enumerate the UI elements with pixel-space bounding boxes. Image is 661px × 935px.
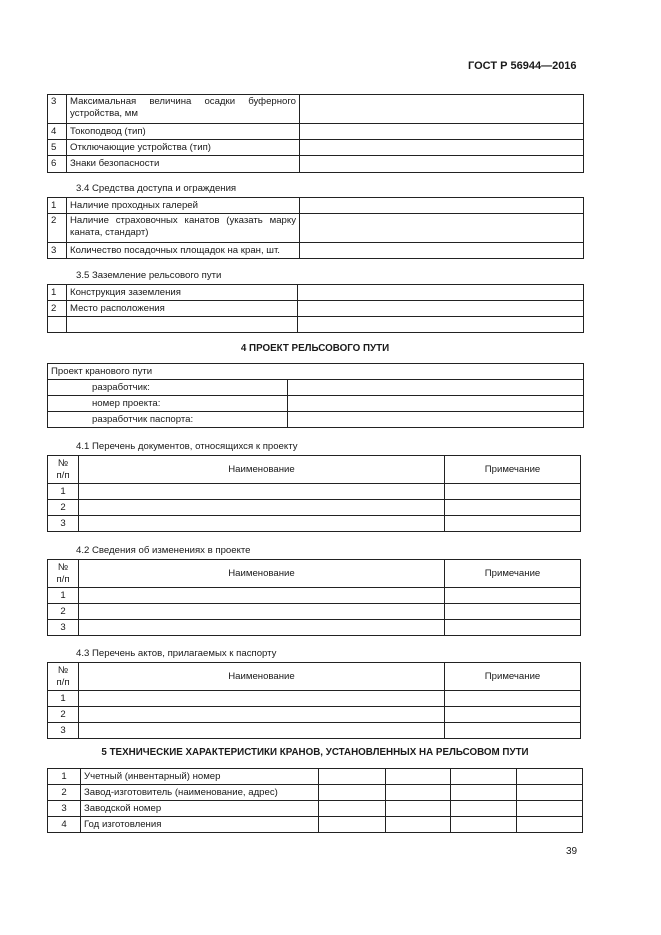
col-header-number-line: п/п	[56, 573, 70, 585]
value-cell[interactable]	[300, 214, 584, 243]
section-caption-4-2: 4.2 Сведения об изменениях в проекте	[76, 545, 251, 556]
row-number: 2	[48, 214, 67, 243]
col-header-number-line: п/п	[56, 469, 70, 481]
field-label: номер проекта:	[48, 396, 288, 412]
table-row	[48, 95, 584, 124]
value-cell[interactable]	[300, 124, 584, 140]
row-number: 3	[48, 95, 67, 124]
table-row	[48, 214, 584, 243]
note-cell[interactable]	[445, 691, 581, 707]
crane-value-cell[interactable]	[319, 785, 386, 801]
value-cell[interactable]	[298, 301, 584, 317]
value-cell[interactable]	[300, 243, 584, 259]
table-row	[48, 707, 581, 723]
table-row	[48, 516, 581, 532]
col-header-number-line: №	[57, 562, 69, 573]
row-number: 1	[48, 588, 79, 604]
name-cell[interactable]	[79, 723, 445, 739]
table-rail-project	[47, 363, 584, 428]
row-label: Количество посадочных площадок на кран, шт.	[67, 243, 300, 259]
crane-value-cell[interactable]	[517, 801, 583, 817]
name-cell[interactable]	[79, 707, 445, 723]
value-cell[interactable]	[300, 140, 584, 156]
row-number: 3	[48, 801, 81, 817]
table-row	[48, 243, 584, 259]
section-caption-3-4: 3.4 Средства доступа и ограждения	[76, 183, 237, 194]
table-row	[48, 285, 584, 301]
row-number: 5	[48, 140, 67, 156]
row-number: 1	[48, 484, 79, 500]
table-row	[48, 412, 584, 428]
row-number: 1	[48, 769, 81, 785]
table-row	[48, 396, 584, 412]
row-number: 2	[48, 301, 67, 317]
value-cell[interactable]	[300, 156, 584, 173]
table-row	[48, 785, 583, 801]
name-cell[interactable]	[79, 691, 445, 707]
row-label: Заводской номер	[81, 801, 319, 817]
table-row	[48, 156, 584, 173]
row-number: 2	[48, 707, 79, 723]
crane-value-cell[interactable]	[517, 817, 583, 833]
row-number	[48, 317, 67, 333]
table-project-documents	[47, 455, 581, 532]
note-cell[interactable]	[445, 620, 581, 636]
row-number: 4	[48, 817, 81, 833]
row-label-line: Наличие страховочных канатов (указать марку	[70, 215, 296, 226]
crane-value-cell[interactable]	[386, 785, 451, 801]
crane-value-cell[interactable]	[517, 769, 583, 785]
row-label	[67, 95, 300, 124]
crane-value-cell[interactable]	[517, 785, 583, 801]
table-row	[48, 140, 584, 156]
crane-value-cell[interactable]	[451, 785, 517, 801]
table-row	[48, 691, 581, 707]
table-header-row	[48, 560, 581, 588]
row-number: 3	[48, 243, 67, 259]
col-header-note: Примечание	[445, 560, 581, 588]
value-cell[interactable]	[300, 198, 584, 214]
table-row	[48, 769, 583, 785]
row-label: Учетный (инвентарный) номер	[81, 769, 319, 785]
note-cell[interactable]	[445, 707, 581, 723]
row-number: 2	[48, 785, 81, 801]
row-number: 3	[48, 723, 79, 739]
row-label-line: устройства, мм	[70, 107, 138, 119]
table-row	[48, 723, 581, 739]
col-header-name: Наименование	[79, 663, 445, 691]
table-header-row	[48, 663, 581, 691]
section-title-5: 5 ТЕХНИЧЕСКИЕ ХАРАКТЕРИСТИКИ КРАНОВ, УСТАНОВЛЕННЫХ НА РЕЛЬСОВОМ ПУТИ	[101, 747, 529, 758]
row-label-line: Максимальная величина осадки буферного	[70, 96, 296, 107]
section-title-4: 4 ПРОЕКТ РЕЛЬСОВОГО ПУТИ	[240, 343, 390, 354]
table-row	[48, 604, 581, 620]
table-crane-characteristics	[47, 768, 583, 833]
table-row	[48, 620, 581, 636]
value-cell[interactable]	[298, 317, 584, 333]
row-number: 1	[48, 198, 67, 214]
field-label: разработчик паспорта:	[48, 412, 288, 428]
name-cell[interactable]	[79, 516, 445, 532]
table-row	[48, 301, 584, 317]
col-header-number	[48, 456, 79, 484]
table-row	[48, 484, 581, 500]
name-cell[interactable]	[79, 620, 445, 636]
table-access-means	[47, 197, 584, 259]
crane-value-cell[interactable]	[386, 801, 451, 817]
crane-value-cell[interactable]	[386, 769, 451, 785]
row-number: 1	[48, 285, 67, 301]
row-number: 6	[48, 156, 67, 173]
row-number: 1	[48, 691, 79, 707]
table-header-row	[48, 456, 581, 484]
section-caption-3-5: 3.5 Заземление рельсового пути	[76, 270, 222, 281]
table-continuation	[47, 94, 584, 173]
note-cell[interactable]	[445, 588, 581, 604]
table-row	[48, 364, 584, 380]
col-header-name: Наименование	[79, 456, 445, 484]
crane-value-cell[interactable]	[319, 769, 386, 785]
table-rail-grounding	[47, 284, 584, 333]
name-cell[interactable]	[79, 484, 445, 500]
crane-value-cell[interactable]	[451, 769, 517, 785]
crane-value-cell[interactable]	[386, 817, 451, 833]
row-label	[67, 317, 298, 333]
row-label: Знаки безопасности	[67, 156, 300, 173]
crane-value-cell[interactable]	[319, 817, 386, 833]
section-caption-4-3: 4.3 Перечень актов, прилагаемых к паспорту	[76, 648, 277, 659]
value-cell[interactable]	[288, 396, 584, 412]
row-label: Год изготовления	[81, 817, 319, 833]
row-label: Отключающие устройства (тип)	[67, 140, 300, 156]
row-number: 3	[48, 516, 79, 532]
col-header-number-line: №	[57, 458, 69, 469]
table-row	[48, 380, 584, 396]
page-number: 39	[566, 846, 578, 857]
table-row	[48, 817, 583, 833]
crane-value-cell[interactable]	[319, 801, 386, 817]
table-row	[48, 588, 581, 604]
table-row	[48, 124, 584, 140]
name-cell[interactable]	[79, 604, 445, 620]
row-label-line: каната, стандарт)	[70, 226, 149, 238]
crane-value-cell[interactable]	[451, 817, 517, 833]
col-header-number	[48, 560, 79, 588]
name-cell[interactable]	[79, 500, 445, 516]
table-project-changes	[47, 559, 581, 636]
table-attached-acts	[47, 662, 581, 739]
value-cell[interactable]	[288, 380, 584, 396]
table-row	[48, 317, 584, 333]
col-header-name: Наименование	[79, 560, 445, 588]
note-cell[interactable]	[445, 604, 581, 620]
field-label: разработчик:	[48, 380, 288, 396]
col-header-number-line: №	[57, 665, 69, 676]
col-header-note: Примечание	[445, 663, 581, 691]
col-header-number	[48, 663, 79, 691]
row-number: 2	[48, 604, 79, 620]
row-label: Конструкция заземления	[67, 285, 298, 301]
note-cell[interactable]	[445, 516, 581, 532]
row-label: Токоподвод (тип)	[67, 124, 300, 140]
crane-value-cell[interactable]	[451, 801, 517, 817]
section-caption-4-1: 4.1 Перечень документов, относящихся к проекту	[76, 441, 298, 452]
value-cell[interactable]	[298, 285, 584, 301]
row-label: Завод-изготовитель (наименование, адрес)	[81, 785, 319, 801]
document-number: ГОСТ Р 56944—2016	[468, 60, 577, 72]
project-header: Проект кранового пути	[48, 364, 584, 380]
table-row	[48, 801, 583, 817]
col-header-note: Примечание	[445, 456, 581, 484]
col-header-number-line: п/п	[56, 676, 70, 688]
value-cell[interactable]	[288, 412, 584, 428]
row-number: 4	[48, 124, 67, 140]
note-cell[interactable]	[445, 723, 581, 739]
note-cell[interactable]	[445, 484, 581, 500]
row-number: 3	[48, 620, 79, 636]
row-label: Наличие проходных галерей	[67, 198, 300, 214]
value-cell[interactable]	[300, 95, 584, 124]
row-label	[67, 214, 300, 243]
table-row	[48, 198, 584, 214]
row-number: 2	[48, 500, 79, 516]
name-cell[interactable]	[79, 588, 445, 604]
table-row	[48, 500, 581, 516]
note-cell[interactable]	[445, 500, 581, 516]
row-label: Место расположения	[67, 301, 298, 317]
